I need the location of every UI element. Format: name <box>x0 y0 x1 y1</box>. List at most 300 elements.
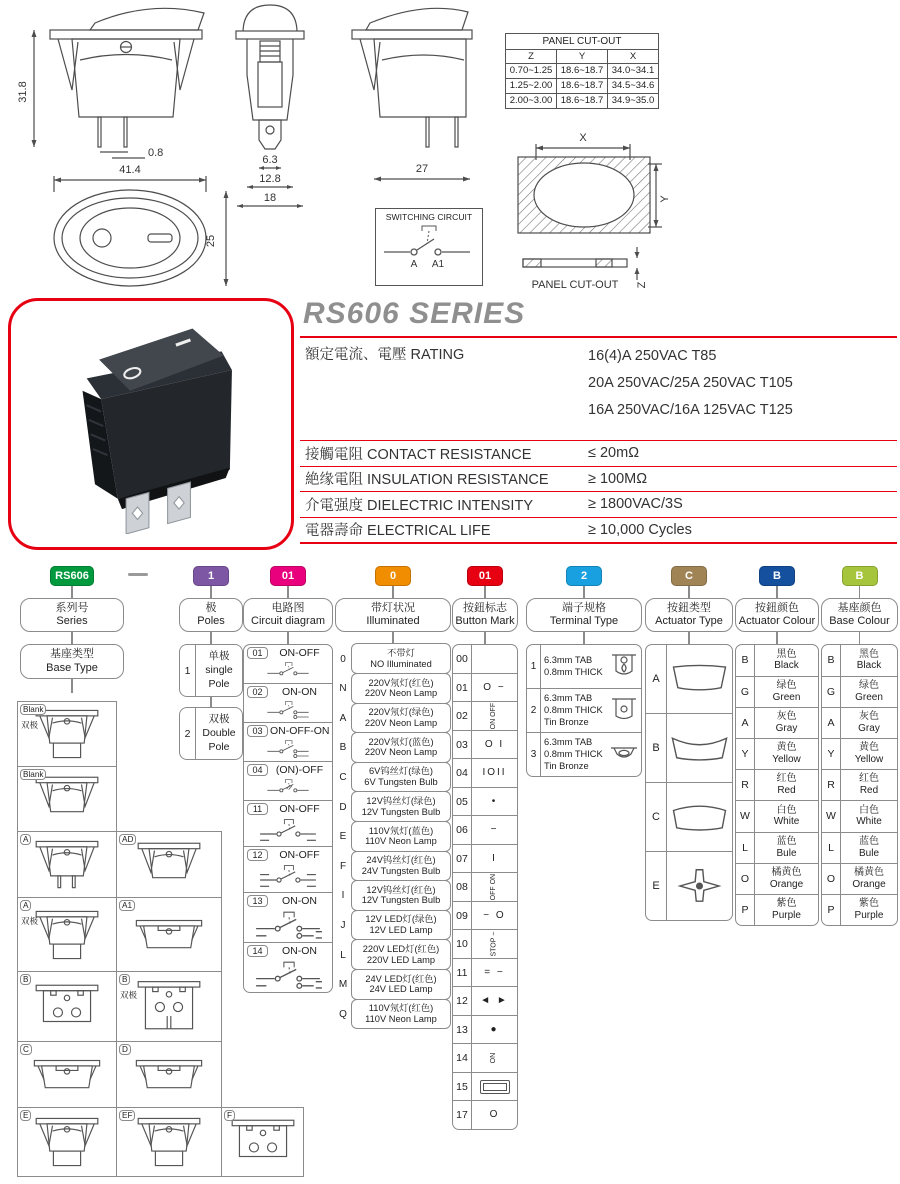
button-mark-option-code: 15 <box>453 1073 472 1101</box>
illuminated-option-code: C <box>339 772 347 784</box>
connector-line <box>688 586 690 598</box>
code-separator-dash <box>128 573 148 576</box>
connector-line <box>71 679 73 693</box>
colour-option <box>822 707 897 738</box>
terminal-shape-icon <box>609 693 639 729</box>
colour-option-code: O <box>736 864 755 894</box>
illuminated-option-cn: 220V氖灯(绿色) <box>368 707 434 718</box>
colour-option-code: B <box>736 645 755 675</box>
colour-option <box>736 863 818 894</box>
colour-option-en: Red <box>859 785 879 797</box>
terminal-shape-icon <box>609 737 639 773</box>
illuminated-option-en: 24V LED Lamp <box>369 984 433 995</box>
illuminated-option-text <box>351 732 451 763</box>
button-mark-option-code: 03 <box>453 731 472 759</box>
colour-option-cn: 白色 <box>776 804 797 816</box>
button-mark-glyph: − <box>490 824 499 836</box>
table-header-cell: Y <box>557 50 608 64</box>
base-type-cell <box>116 1041 222 1108</box>
illuminated-option-text <box>351 880 451 911</box>
button-mark-options-list <box>452 644 518 1130</box>
base-type-code-chip: A <box>20 834 31 845</box>
terminal-label-cn: 端子规格 <box>562 602 606 614</box>
actuator-colour-label-en: Actuator Colour <box>738 615 816 628</box>
connector-line <box>392 586 394 598</box>
dim-pin: 0.8 <box>148 147 164 159</box>
connector-line <box>583 586 585 598</box>
colour-option <box>736 894 818 925</box>
button-mark-option-code: 00 <box>453 645 472 673</box>
button-mark-option-code: 10 <box>453 930 472 958</box>
poles-code-badge: 1 <box>193 566 229 586</box>
actuator-type-option-code: C <box>646 783 667 851</box>
colour-option-cn: 橘黄色 <box>854 866 884 878</box>
terminal-line3: Tin Bronze <box>544 760 589 771</box>
column-button-mark <box>452 566 518 1130</box>
base-colour-label-cn: 基座颜色 <box>837 602 882 614</box>
circuit-option-code: 12 <box>247 849 268 861</box>
poles-label-en: Poles <box>197 615 225 628</box>
dim-tab: 6.3 <box>262 154 278 166</box>
button-mark-option-symbol <box>472 1073 517 1101</box>
illuminated-option-code: N <box>339 683 347 695</box>
colour-option-text <box>841 864 897 894</box>
button-mark-option-symbol <box>472 959 517 987</box>
colour-option-en: Black <box>774 660 799 672</box>
base-type-cell <box>17 701 117 767</box>
colour-option <box>822 863 897 894</box>
colour-option-code: P <box>822 895 841 925</box>
colour-option-code: Y <box>736 739 755 769</box>
button-mark-option-symbol <box>472 1016 517 1044</box>
base-type-code-chip: A <box>20 900 31 911</box>
colour-option-code: O <box>822 864 841 894</box>
colour-option-text <box>841 770 897 800</box>
actuator-colour-label-box <box>735 598 819 632</box>
table-cell: 34.0~34.1 <box>608 64 658 79</box>
table-cell: 34.5~34.6 <box>608 79 658 94</box>
base-type-code-chip: E <box>20 1110 31 1121</box>
base-type-cell <box>116 831 222 898</box>
circuit-option <box>244 800 332 846</box>
terminal-option-text <box>541 689 609 732</box>
colour-option-en: Purple <box>854 909 884 921</box>
illuminated-option-cn: 220V氖灯(蓝色) <box>368 736 434 747</box>
illuminated-option <box>335 970 451 1000</box>
actuator-type-label-en: Actuator Type <box>655 615 723 628</box>
colour-option-code: Y <box>822 739 841 769</box>
button-mark-option-symbol <box>472 902 517 930</box>
column-poles <box>179 566 243 760</box>
colour-option-en: Yellow <box>854 754 884 766</box>
circuit-option-code: 11 <box>247 803 268 815</box>
base-type-cell <box>17 897 117 972</box>
button-mark-option-code: 09 <box>453 902 472 930</box>
base-type-switch-drawing <box>27 906 107 964</box>
button-mark-option-symbol <box>472 1101 517 1129</box>
illuminated-option-cn: 6V钨丝灯(绿色) <box>368 766 434 777</box>
colour-option-cn: 白色 <box>859 804 879 816</box>
rocker-switch-photo <box>26 314 276 534</box>
colour-option-cn: 灰色 <box>859 711 879 723</box>
actuator-shape-icon <box>667 864 732 908</box>
pole-option-single <box>179 644 243 697</box>
connector-line <box>776 632 778 644</box>
circuit-option-label: ON-ON <box>282 686 317 699</box>
colour-option-text <box>755 895 818 925</box>
pole-text <box>196 645 242 696</box>
base-type-code-chip: D <box>119 1044 131 1055</box>
button-mark-option-symbol <box>472 759 517 787</box>
button-mark-glyph: ◄ ► <box>480 995 509 1007</box>
circuit-label-en: Circuit diagram <box>251 615 325 628</box>
actuator-type-option-code: E <box>646 852 667 920</box>
illuminated-option <box>335 792 451 822</box>
circuit-option <box>244 892 332 942</box>
colour-option-en: White <box>773 816 800 828</box>
circuit-schematic-icon <box>252 862 324 889</box>
spec-values <box>588 471 647 487</box>
circuit-schematic-icon <box>252 738 324 758</box>
base-type-switch-drawing <box>129 1113 209 1171</box>
base-type-switch-drawing <box>129 906 209 964</box>
colour-option-code: G <box>822 677 841 707</box>
colour-option-cn: 红色 <box>859 773 879 785</box>
circuit-option-label: ON-OFF <box>279 647 320 660</box>
circuit-schematic-icon <box>252 777 324 797</box>
illuminated-option <box>335 704 451 734</box>
illuminated-label-en: Illuminated <box>366 615 420 628</box>
button-mark-option-symbol <box>472 645 517 673</box>
colour-option-text <box>755 708 818 738</box>
dim-oval-height: 25 <box>205 234 217 248</box>
poles-label-box <box>179 598 243 632</box>
button-mark-glyph: ON OFF <box>490 702 498 730</box>
button-mark-glyph: I <box>492 852 497 864</box>
illuminated-option-en: NO Illuminated <box>370 658 432 669</box>
column-circuit-diagram <box>243 566 333 993</box>
illuminated-option-code: D <box>339 801 347 813</box>
illuminated-option <box>335 763 451 793</box>
illuminated-option-code: Q <box>339 1008 347 1020</box>
illuminated-label-cn: 带灯状况 <box>371 602 415 614</box>
terminal-option-code: 1 <box>527 645 541 688</box>
poles-label-cn: 极 <box>205 602 217 614</box>
illuminated-option-cn: 110V氖灯(蓝色) <box>368 825 434 836</box>
table-row <box>506 64 658 79</box>
colour-option-code: G <box>736 677 755 707</box>
spec-value-line: ≥ 10,000 Cycles <box>588 521 692 538</box>
button-mark-option-symbol <box>472 674 517 702</box>
circuit-option <box>244 722 332 761</box>
colour-option-en: Bule <box>858 847 879 859</box>
series-label-cn: 系列号 <box>55 602 89 614</box>
colour-option-text <box>755 801 818 831</box>
base-type-cell <box>17 1041 117 1108</box>
colour-option <box>736 707 818 738</box>
switching-circuit-title: SWITCHING CIRCUIT <box>385 212 473 222</box>
actuator-shape-icon <box>667 657 732 701</box>
dim-mid: 12.8 <box>259 173 281 185</box>
circuit-option-label: ON-OFF-ON <box>270 725 330 738</box>
illuminated-option-en: 110V Neon Lamp <box>365 836 437 847</box>
button-mark-option <box>453 1015 517 1044</box>
button-mark-option-code: 07 <box>453 845 472 873</box>
button-mark-glyph: ON <box>490 1052 498 1064</box>
illuminated-option-cn: 12V钨丝灯(绿色) <box>366 795 436 806</box>
colour-option-en: Gray <box>858 722 880 734</box>
colour-option-en: Red <box>777 785 796 797</box>
cutout-y-label: Y <box>659 195 671 203</box>
illuminated-option <box>335 733 451 763</box>
base-type-cell <box>221 1107 304 1177</box>
base-type-sub-label: 双极 <box>21 720 39 730</box>
colour-option-cn: 黑色 <box>776 648 797 660</box>
base-type-switch-drawing <box>27 836 107 894</box>
panel-cutout-table-header <box>506 50 658 64</box>
button-mark-option <box>453 1100 517 1129</box>
illuminated-option <box>335 1000 451 1030</box>
illuminated-option-code: B <box>339 742 347 754</box>
actuator-type-label-cn: 按鈕类型 <box>667 602 711 614</box>
colour-option-cn: 紫色 <box>859 898 879 910</box>
illuminated-option-code: M <box>338 979 348 991</box>
illuminated-option-cn: 220V LED灯(红色) <box>362 943 440 954</box>
button-mark-glyph: • <box>491 795 498 807</box>
colour-option-cn: 蓝色 <box>776 835 797 847</box>
table-cell: 1.25~2.00 <box>506 79 557 94</box>
button-mark-option <box>453 1043 517 1072</box>
colour-option-code: R <box>736 770 755 800</box>
base-type-cell <box>17 831 117 898</box>
actuator-shape-icon <box>667 795 732 839</box>
spec-row <box>300 338 897 440</box>
colour-option-cn: 绿色 <box>859 679 879 691</box>
colour-option-cn: 紫色 <box>776 898 797 910</box>
actuator-type-option-code: B <box>646 714 667 782</box>
colour-option-en: Purple <box>772 909 801 921</box>
colour-option-en: Green <box>855 691 883 703</box>
dim-side2-width: 27 <box>415 163 429 175</box>
circuit-schematic-icon <box>252 908 324 939</box>
colour-option-text <box>755 864 818 894</box>
base-type-switch-drawing <box>27 1046 107 1104</box>
illuminated-option-code: 0 <box>340 653 346 665</box>
illuminated-option-text <box>351 999 451 1030</box>
button-mark-option-symbol <box>472 788 517 816</box>
colour-option-cn: 绿色 <box>776 679 797 691</box>
base-type-code-chip: Blank <box>20 769 46 780</box>
colour-option-code: P <box>736 895 755 925</box>
battery-icon <box>480 1080 510 1094</box>
colour-option-code: A <box>822 708 841 738</box>
button-mark-glyph: O I <box>484 738 505 750</box>
illuminated-option-code: J <box>340 920 346 932</box>
colour-option <box>736 645 818 675</box>
terminal-option-code: 2 <box>527 689 541 732</box>
base-colour-code-badge: B <box>842 566 878 586</box>
circuit-option-code: 03 <box>247 725 268 737</box>
illuminated-option-code: E <box>339 831 347 843</box>
button-mark-option <box>453 844 517 873</box>
spec-label: 電器壽命 ELECTRICAL LIFE <box>305 523 491 540</box>
illuminated-option-code: L <box>340 949 346 961</box>
circuit-option <box>244 645 332 683</box>
terminal-option <box>527 645 641 688</box>
terminal-a1-label: A1 <box>431 259 445 270</box>
illuminated-option-cn: 220V氖灯(红色) <box>368 677 434 688</box>
base-colour-label-box <box>821 598 898 632</box>
base-type-cell <box>116 897 222 972</box>
button-mark-glyph: OFF ON <box>490 873 498 901</box>
panel-cutout-drawing <box>518 144 662 233</box>
actuator-type-option <box>646 713 732 782</box>
actuator-type-option-code: A <box>646 645 667 713</box>
pole-code: 1 <box>180 645 196 696</box>
circuit-option-code: 02 <box>247 686 268 698</box>
terminal-line1: 6.3mm TAB <box>544 655 593 666</box>
table-cell: 18.6~18.7 <box>557 94 608 108</box>
colour-option-en: White <box>856 816 882 828</box>
base-type-switch-drawing <box>129 836 209 894</box>
series-title: RS606 SERIES <box>303 297 526 330</box>
table-cell: 18.6~18.7 <box>557 79 608 94</box>
button-mark-glyph: O − <box>483 681 506 693</box>
base-type-sub-label: 双极 <box>21 916 39 926</box>
illuminated-option-en: 6V Tungsten Bulb <box>364 777 438 788</box>
illuminated-option <box>335 822 451 852</box>
table-row <box>506 94 658 108</box>
base-type-code-chip: F <box>224 1110 235 1121</box>
connector-line <box>776 586 778 598</box>
colour-option-text <box>755 770 818 800</box>
colour-option <box>822 645 897 675</box>
side-view-drawing <box>32 8 205 158</box>
table-cell: 34.9~35.0 <box>611 95 655 106</box>
colour-option-en: Bule <box>776 847 797 859</box>
column-terminal-type <box>526 566 642 777</box>
spec-values <box>588 445 639 461</box>
base-type-cell <box>17 1107 117 1177</box>
spec-value-line: 16(4)A 250VAC T85 <box>588 348 717 364</box>
actuator-shape-icon <box>667 726 732 770</box>
spec-row <box>300 440 897 466</box>
colour-option-code: W <box>822 801 841 831</box>
actuator-type-label-box <box>645 598 733 632</box>
colour-option-cn: 黑色 <box>859 648 879 660</box>
illuminated-option-text <box>351 851 451 882</box>
actuator-type-options-list <box>645 644 733 921</box>
base-type-cell <box>116 1107 222 1177</box>
button-mark-option-symbol <box>472 816 517 844</box>
colour-option-code: L <box>736 833 755 863</box>
illuminated-option-cn: 24V LED灯(红色) <box>365 973 437 984</box>
column-base-colour <box>821 566 898 926</box>
circuit-option <box>244 942 332 992</box>
button-mark-option-symbol <box>472 845 517 873</box>
button-mark-option-code: 02 <box>453 702 472 730</box>
terminal-a-label: A <box>410 259 418 270</box>
table-cell: 2.00~3.00 <box>506 94 557 108</box>
colour-option-en: Orange <box>852 878 886 890</box>
button-mark-option <box>453 986 517 1015</box>
illuminated-option <box>335 911 451 941</box>
colour-option-cn: 橘黄色 <box>771 866 802 878</box>
base-type-code-chip: EF <box>119 1110 135 1121</box>
illuminated-option-cn: 24V钨丝灯(红色) <box>366 855 436 866</box>
base-colour-options-list <box>821 644 898 926</box>
circuit-schematic-icon <box>252 699 324 719</box>
button-mark-option-symbol <box>472 987 517 1015</box>
table-header-cell: X <box>608 50 658 64</box>
circuit-option <box>244 683 332 722</box>
table-cell: 0.70~1.25 <box>506 64 557 79</box>
connector-line <box>583 632 585 644</box>
circuit-schematic-icon <box>252 958 324 989</box>
dim-front-width: 18 <box>263 192 277 204</box>
base-type-label-box <box>20 644 124 678</box>
pole-code: 2 <box>180 708 196 759</box>
spec-values <box>588 496 683 512</box>
connector-line <box>210 697 212 707</box>
base-type-switch-drawing <box>27 1113 107 1171</box>
terminal-line1: 6.3mm TAB <box>544 693 593 704</box>
panel-cross-section-drawing <box>523 247 640 280</box>
terminal-line2: 0.8mm THICK <box>544 749 603 760</box>
oval-top-view-drawing <box>54 176 229 286</box>
spec-values <box>588 522 692 538</box>
base-type-label-en: Base Type <box>46 661 98 674</box>
colour-option-code: B <box>822 645 841 675</box>
pole-text-en: single Pole <box>205 664 233 690</box>
illuminated-label-box <box>335 598 451 632</box>
table-cell: 18.6~18.7 <box>557 64 608 79</box>
spec-row <box>300 491 897 517</box>
button-mark-glyph: − O <box>483 909 506 921</box>
button-mark-option-code: 11 <box>453 959 472 987</box>
circuit-option-label: ON-ON <box>282 945 317 958</box>
colour-option-cn: 黄色 <box>859 742 879 754</box>
circuit-option-label: ON-OFF <box>279 849 320 862</box>
colour-option-text <box>755 645 818 675</box>
base-type-code-chip: Blank <box>20 704 46 715</box>
button-mark-option-code: 08 <box>453 873 472 901</box>
terminal-label-box <box>526 598 642 632</box>
button-mark-label-box <box>452 598 518 632</box>
illuminated-options-list <box>335 644 451 1029</box>
circuit-label-cn: 电路图 <box>271 602 305 614</box>
colour-option-en: Green <box>772 691 801 703</box>
terminal-label-en: Terminal Type <box>549 615 619 628</box>
colour-option-cn: 灰色 <box>776 711 797 723</box>
series-code-badge: RS606 <box>50 566 94 586</box>
connector-line <box>71 632 73 644</box>
panel-cutout-table <box>505 33 659 109</box>
colour-option-en: Black <box>856 660 882 672</box>
dim-side-height: 31.8 <box>17 81 29 103</box>
circuit-option-code: 13 <box>247 895 268 907</box>
button-mark-option <box>453 872 517 901</box>
colour-option-text <box>755 677 818 707</box>
circuit-option <box>244 761 332 800</box>
illuminated-option <box>335 940 451 970</box>
circuit-option-code: 01 <box>247 647 268 659</box>
spec-value-line: ≤ 20mΩ <box>588 445 640 462</box>
button-mark-option-code: 17 <box>453 1101 472 1129</box>
button-mark-code-badge: 01 <box>467 566 503 586</box>
illuminated-option-en: 220V Neon Lamp <box>364 688 438 699</box>
base-type-code-chip: B <box>20 974 31 985</box>
